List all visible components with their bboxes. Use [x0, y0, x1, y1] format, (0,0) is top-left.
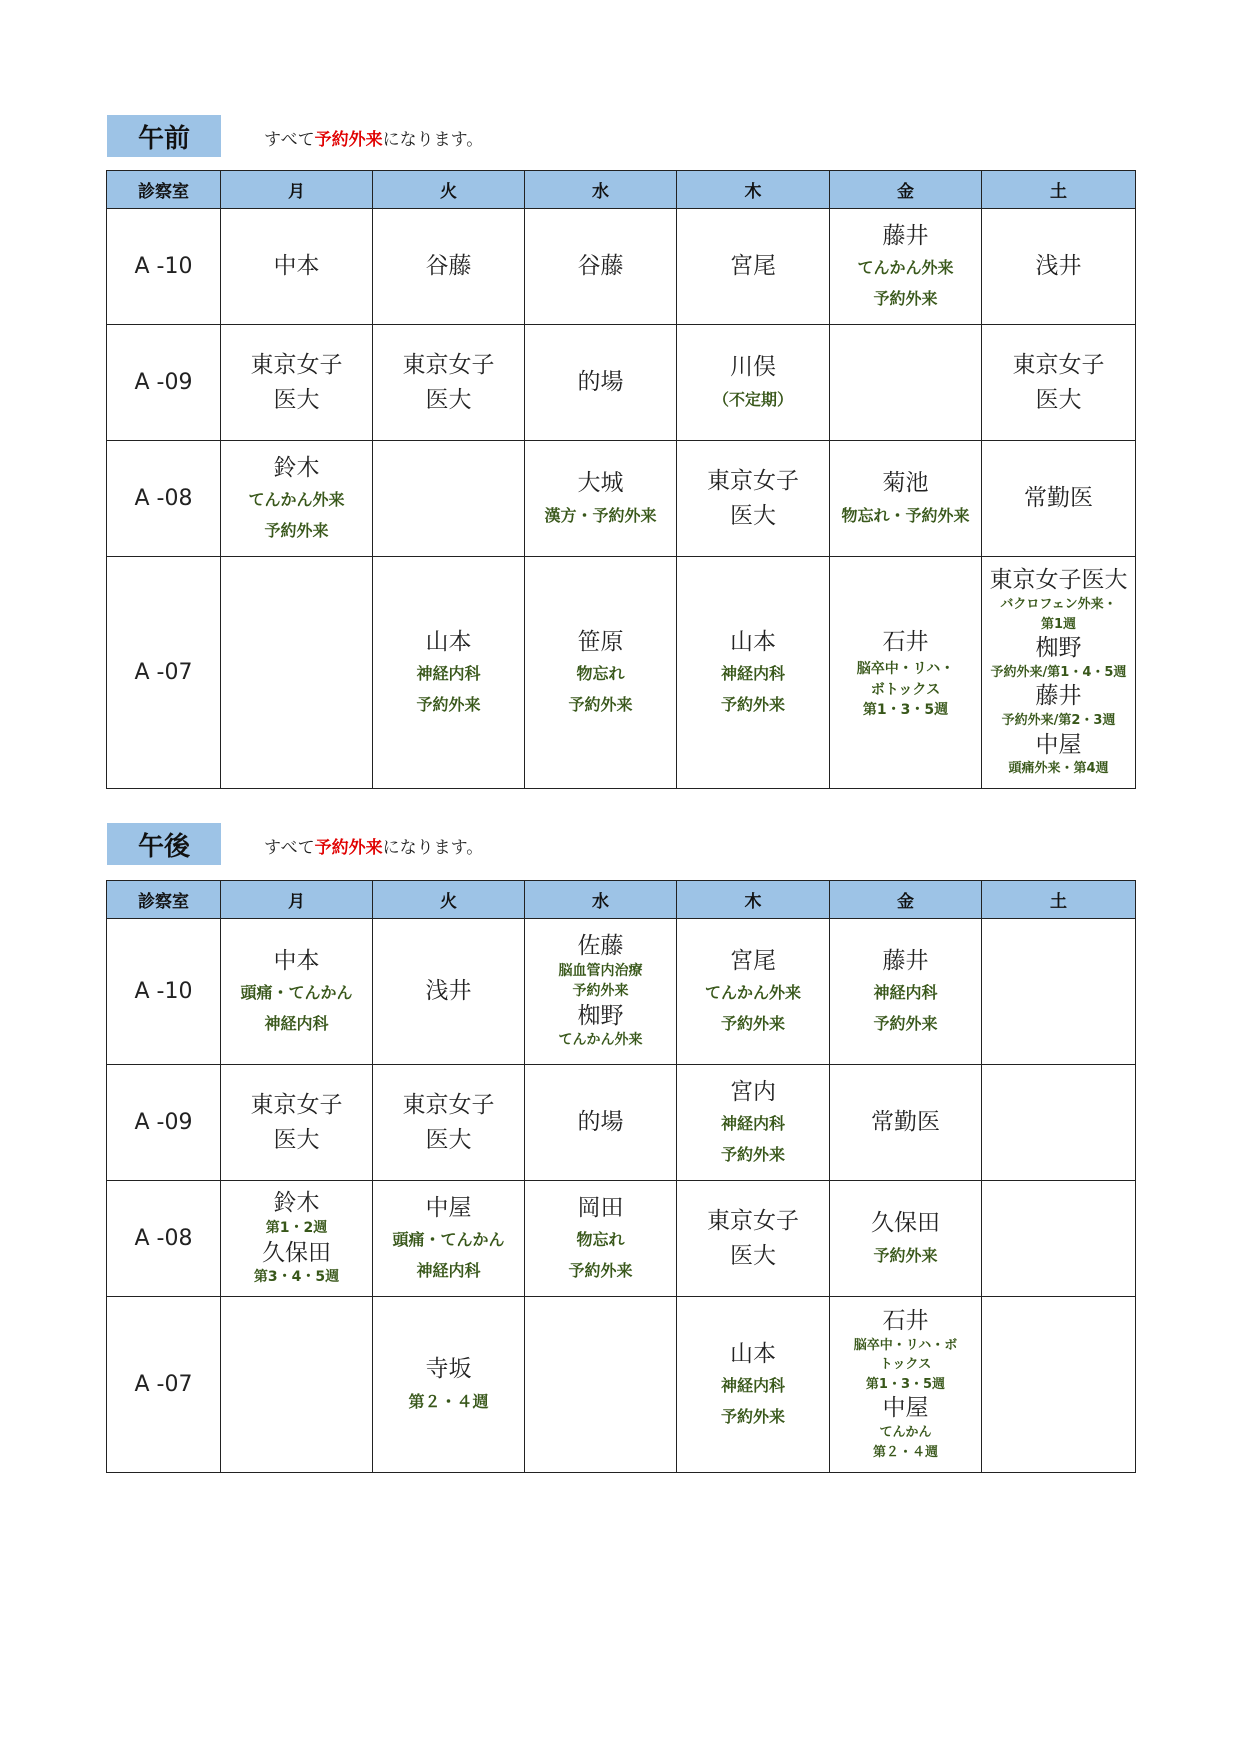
schedule-cell [677, 919, 830, 1065]
doctor-name: 東京女子 [707, 468, 799, 494]
clinic-note: 物忘れ [576, 664, 625, 684]
am-col-fri: 金 [830, 171, 982, 209]
schedule-cell [221, 325, 373, 441]
doctor-name: 医大 [730, 1242, 776, 1269]
pm-note-prefix: すべて [264, 838, 315, 858]
room-cell: A -10 [107, 209, 221, 325]
clinic-note: 神経内科 [873, 983, 938, 1003]
schedule-cell [373, 325, 525, 441]
schedule-cell [677, 441, 830, 557]
schedule-cell [830, 1065, 982, 1181]
clinic-note: 予約外来/第1・4・5週 [990, 664, 1127, 680]
schedule-cell [982, 209, 1136, 325]
clinic-note: ボトックス [870, 681, 941, 698]
am-note-highlight: 予約外来 [314, 130, 383, 150]
room-cell: A -09 [107, 325, 221, 441]
doctor-name: 常勤医 [1024, 485, 1093, 512]
schedule-cell [982, 441, 1136, 557]
clinic-note: 予約外来 [720, 1144, 785, 1164]
doctor-name: 医大 [425, 386, 472, 413]
table-row [107, 325, 1136, 441]
doctor-name: 椥野 [1035, 635, 1082, 661]
schedule-cell [221, 1181, 373, 1297]
room-cell: A -07 [107, 557, 221, 789]
schedule-cell [373, 1065, 525, 1181]
doctor-name: 東京女子 [250, 1092, 343, 1118]
doctor-name: 鈴木 [273, 1190, 320, 1217]
doctor-name: 藤井 [1035, 683, 1082, 710]
table-row [107, 1181, 1136, 1297]
schedule-cell [525, 1181, 677, 1297]
doctor-name: 久保田 [262, 1239, 331, 1266]
schedule-cell [830, 557, 982, 789]
schedule-cell [525, 1065, 677, 1181]
doctor-name: 藤井 [882, 222, 929, 249]
clinic-note: 神経内科 [416, 1260, 481, 1280]
am-col-wed: 水 [525, 171, 677, 209]
doctor-name: 医大 [425, 1126, 472, 1153]
clinic-note: てんかん外来 [857, 258, 954, 278]
am-label: 午前 [107, 115, 221, 157]
clinic-note: 予約外来 [568, 694, 633, 714]
pm-col-wed: 水 [525, 881, 677, 919]
schedule-cell [221, 1297, 373, 1473]
clinic-note: 頭痛・てんかん [240, 983, 353, 1003]
room-cell: A -08 [107, 441, 221, 557]
schedule-cell [830, 441, 982, 557]
doctor-name: 谷藤 [577, 253, 624, 280]
schedule-cell [373, 1297, 525, 1473]
schedule-cell [982, 1181, 1136, 1297]
doctor-name: 寺坂 [425, 1356, 472, 1383]
clinic-note: 予約外来 [568, 1260, 633, 1280]
pm-note-highlight: 予約外来 [314, 838, 383, 858]
schedule-cell [373, 209, 525, 325]
doctor-name: 東京女子 [707, 1208, 799, 1234]
schedule-cell [677, 1297, 830, 1473]
clinic-note: 神経内科 [720, 664, 785, 684]
schedule-cell [525, 919, 677, 1065]
clinic-note: 物忘れ・予約外来 [841, 505, 970, 525]
doctor-name: 藤井 [882, 947, 929, 974]
doctor-name: 中屋 [425, 1194, 472, 1221]
room-cell: A -10 [107, 919, 221, 1065]
schedule-cell [982, 919, 1136, 1065]
doctor-name: 谷藤 [425, 253, 472, 280]
schedule-cell [830, 919, 982, 1065]
clinic-note: 予約外来 [264, 520, 329, 540]
schedule-cell [525, 325, 677, 441]
clinic-note: 第1週 [1040, 616, 1077, 632]
schedule-cell [373, 1181, 525, 1297]
pm-schedule-table [106, 880, 1136, 1473]
clinic-note: 第1・3・5週 [862, 701, 949, 718]
am-note-prefix: すべて [264, 130, 315, 150]
doctor-name: 浅井 [425, 978, 472, 1005]
doctor-name: 東京女子 [402, 1092, 495, 1118]
doctor-name: 宮内 [730, 1078, 776, 1105]
clinic-note: 漢方・予約外来 [544, 505, 657, 525]
doctor-name: 東京女子 [402, 352, 495, 378]
schedule-cell [373, 557, 525, 789]
doctor-name: 東京女子 [1012, 352, 1105, 378]
schedule-cell [982, 1297, 1136, 1473]
clinic-note: 予約外来 [720, 694, 785, 714]
clinic-note: バクロフェン外来・ [1000, 597, 1117, 612]
clinic-note: てんかん外来 [558, 1032, 643, 1049]
clinic-note: 頭痛外来・第4週 [1008, 761, 1109, 777]
schedule-cell [677, 209, 830, 325]
doctor-name: 医大 [730, 502, 776, 529]
clinic-note: 第1・3・5週 [865, 1376, 946, 1392]
doctor-name: 常勤医 [871, 1109, 940, 1136]
schedule-cell [525, 557, 677, 789]
schedule-cell [830, 209, 982, 325]
doctor-name: 山本 [730, 628, 776, 655]
clinic-note: 物忘れ [576, 1230, 625, 1250]
doctor-name: 岡田 [577, 1194, 624, 1221]
table-row [107, 1065, 1136, 1181]
doctor-name: 石井 [882, 1308, 929, 1334]
doctor-name: 山本 [425, 628, 472, 655]
pm-label: 午後 [107, 823, 221, 865]
pm-col-sat: 土 [982, 881, 1136, 919]
am-note [264, 125, 483, 150]
pm-col-room: 診察室 [107, 881, 221, 919]
clinic-note: 予約外来 [873, 1013, 938, 1033]
pm-col-fri: 金 [830, 881, 982, 919]
clinic-note: 第1・2週 [265, 1220, 328, 1237]
doctor-name: 医大 [273, 386, 320, 413]
table-row [107, 441, 1136, 557]
clinic-note: 予約外来 [873, 1245, 938, 1265]
doctor-name: 中屋 [882, 1395, 929, 1422]
schedule-cell [221, 1065, 373, 1181]
clinic-note: 予約外来 [720, 1013, 785, 1033]
table-row [107, 1297, 1136, 1473]
doctor-name: 笹原 [577, 628, 624, 655]
doctor-name: 医大 [1035, 386, 1082, 413]
schedule-cell [982, 325, 1136, 441]
schedule-cell [982, 1065, 1136, 1181]
schedule-cell [982, 557, 1136, 789]
am-schedule-table [106, 170, 1136, 789]
clinic-note: 第3・4・5週 [253, 1269, 340, 1286]
doctor-name: 的場 [577, 369, 624, 396]
doctor-name: 宮尾 [730, 253, 776, 280]
doctor-name: 宮尾 [730, 947, 776, 974]
am-col-mon: 月 [221, 171, 373, 209]
schedule-cell [221, 441, 373, 557]
schedule-cell [221, 557, 373, 789]
clinic-note: 神経内科 [416, 664, 481, 684]
room-cell: A -09 [107, 1065, 221, 1181]
doctor-name: 浅井 [1035, 253, 1082, 280]
doctor-name: 中本 [273, 947, 320, 974]
am-col-sat: 土 [982, 171, 1136, 209]
doctor-name: 椥野 [577, 1002, 624, 1029]
doctor-name: 菊池 [882, 470, 929, 497]
doctor-name: 石井 [882, 628, 929, 655]
schedule-cell [221, 919, 373, 1065]
clinic-note: 神経内科 [264, 1013, 329, 1033]
clinic-note: 予約外来 [873, 288, 938, 308]
schedule-cell [677, 1065, 830, 1181]
clinic-note: 予約外来 [572, 983, 629, 1000]
clinic-note: てんかん外来 [248, 490, 345, 510]
table-row [107, 209, 1136, 325]
clinic-note: 第２・４週 [408, 1391, 489, 1411]
clinic-note: 予約外来 [416, 694, 481, 714]
schedule-cell [830, 1297, 982, 1473]
schedule-cell [830, 1181, 982, 1297]
clinic-note: 脳卒中・リハ・ [856, 661, 955, 678]
am-col-room: 診察室 [107, 171, 221, 209]
doctor-name: 久保田 [871, 1210, 940, 1237]
schedule-cell [373, 919, 525, 1065]
room-cell: A -08 [107, 1181, 221, 1297]
schedule-cell [677, 1181, 830, 1297]
schedule-cell [525, 441, 677, 557]
room-cell: A -07 [107, 1297, 221, 1473]
clinic-note: 頭痛・てんかん [392, 1230, 505, 1250]
doctor-name: 佐藤 [577, 933, 624, 960]
clinic-note: （不定期） [712, 389, 793, 409]
schedule-cell [525, 1297, 677, 1473]
doctor-name: 中屋 [1035, 731, 1082, 758]
doctor-name: 医大 [273, 1126, 320, 1153]
am-col-thu: 木 [677, 171, 830, 209]
pm-col-tue: 火 [373, 881, 525, 919]
clinic-note: 神経内科 [720, 1376, 785, 1396]
schedule-cell [373, 441, 525, 557]
schedule-cell [525, 209, 677, 325]
pm-col-thu: 木 [677, 881, 830, 919]
doctor-name: 川俣 [730, 354, 776, 381]
doctor-name: 的場 [577, 1109, 624, 1136]
clinic-note: 脳卒中・リハ・ボ [853, 1337, 958, 1353]
am-note-suffix: になります。 [382, 130, 484, 150]
doctor-name: 鈴木 [273, 454, 320, 481]
pm-note-suffix: になります。 [382, 838, 484, 858]
pm-note [264, 833, 483, 858]
am-header-row [107, 171, 1136, 209]
clinic-note: 神経内科 [720, 1114, 785, 1134]
doctor-name: 東京女子 [250, 352, 343, 378]
clinic-note: 第２・４週 [872, 1444, 938, 1460]
doctor-name: 東京女子医大 [989, 567, 1128, 594]
clinic-note: 予約外来/第2・3週 [1001, 713, 1116, 728]
doctor-name: 大城 [577, 470, 624, 497]
schedule-cell [830, 325, 982, 441]
schedule-cell [677, 557, 830, 789]
am-col-tue: 火 [373, 171, 525, 209]
table-row [107, 919, 1136, 1065]
pm-col-mon: 月 [221, 881, 373, 919]
doctor-name: 中本 [273, 253, 320, 280]
clinic-note: てんかん [879, 1425, 932, 1440]
clinic-note: トックス [879, 1357, 932, 1373]
table-row [107, 557, 1136, 789]
schedule-cell [221, 209, 373, 325]
pm-header-row [107, 881, 1136, 919]
schedule-cell [677, 325, 830, 441]
clinic-note: 予約外来 [720, 1406, 785, 1426]
doctor-name: 山本 [730, 1340, 776, 1367]
clinic-note: 脳血管内治療 [558, 963, 643, 980]
clinic-note: てんかん外来 [704, 983, 801, 1003]
